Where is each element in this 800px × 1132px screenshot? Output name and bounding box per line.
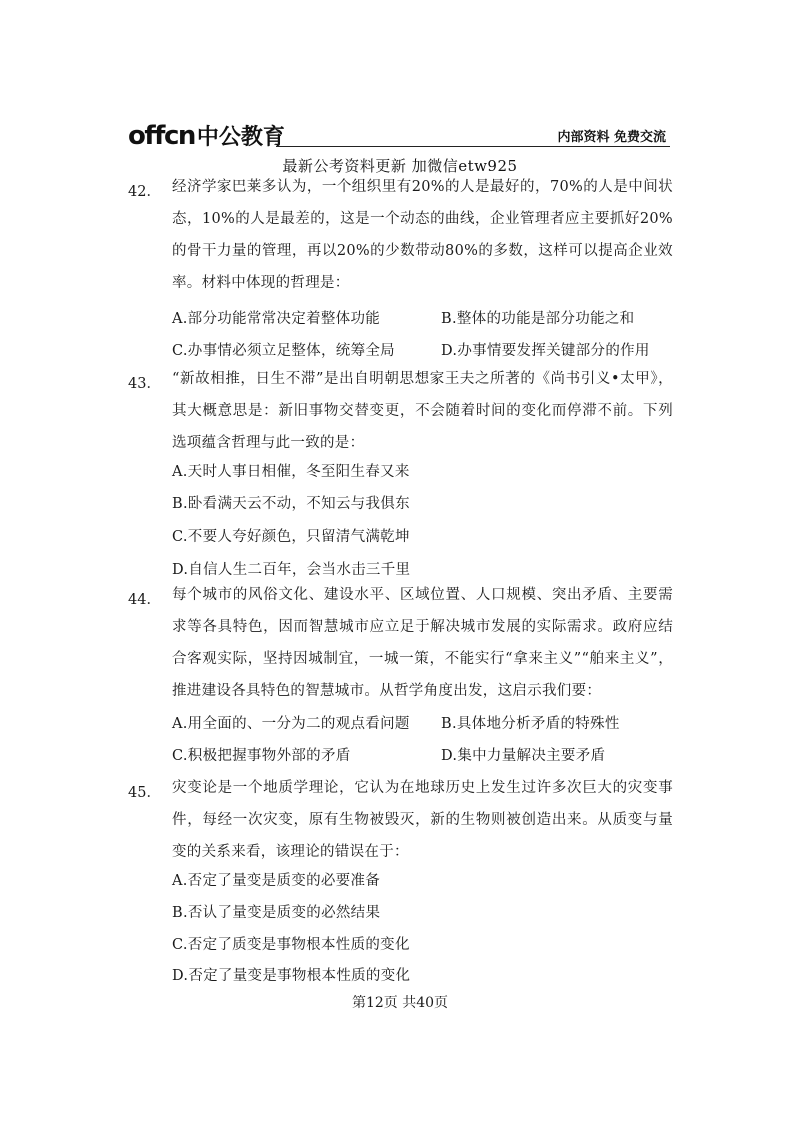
question-text: 经济学家巴莱多认为，一个组织里有20%的人是最好的，70%的人是中间状态，10%的人是最差的，这是一个动态的曲线，企业管理者应主要抓好20%的骨干力量的管理，再以20%的少数带动80%的多数，这样可以提高企业效率。材料中体现的哲理是： bbox=[172, 179, 673, 291]
question-44 bbox=[128, 588, 673, 768]
option-c: C.不要人夸好颜色，只留清气满乾坤 bbox=[172, 529, 410, 545]
question-number: 42． bbox=[128, 184, 161, 200]
option-b: B.卧看满天云不动，不知云与我俱东 bbox=[172, 496, 410, 512]
question-43 bbox=[128, 372, 673, 582]
question-42 bbox=[128, 180, 673, 360]
question-45 bbox=[128, 780, 673, 984]
question-text: “新故相推，日生不滞”是出自明朝思想家王夫之所著的《尚书引义•太甲》，其大概意思是：新旧事物交替变更，不会随着时间的变化而停滞不前。下列选项蕴含哲理与此一致的是： bbox=[172, 371, 673, 451]
option-a: A.用全面的、一分为二的观点看问题 bbox=[172, 716, 410, 732]
question-text: 灾变论是一个地质学理论，它认为在地球历史上发生过许多次巨大的灾变事件，每经一次灾变，原有生物被毁灭，新的生物则被创造出来。从质变与量变的关系来看，该理论的错误在于： bbox=[172, 780, 673, 860]
option-c: C.积极把握事物外部的矛盾 bbox=[172, 748, 351, 764]
promo-line: 最新公考资料更新 加微信etw925 bbox=[282, 157, 518, 175]
question-number: 44． bbox=[128, 592, 161, 608]
question-number: 43． bbox=[128, 376, 161, 392]
option-d: D.办事情要发挥关键部分的作用 bbox=[441, 343, 650, 359]
question-text: 每个城市的风俗文化、建设水平、区域位置、人口规模、突出矛盾、主要需求等各具特色，因而智慧城市应立足于解决城市发展的实际需求。政府应结合客观实际，坚持因城制宜，一城一策，不能实行“拿来主义”“舶来主义”，推进建设各具特色的智慧城市。从哲学角度出发，这启示我们要： bbox=[172, 587, 673, 699]
option-b: B.具体地分析矛盾的特殊性 bbox=[441, 716, 620, 732]
page-header bbox=[128, 120, 670, 154]
option-c: C.办事情必须立足整体，统筹全局 bbox=[172, 343, 395, 359]
page-number: 第12页 共40页 bbox=[351, 995, 449, 1011]
option-d: D.集中力量解决主要矛盾 bbox=[441, 748, 606, 764]
header-right-text: 内部资料 免费交流 bbox=[557, 130, 666, 145]
option-d: D.否定了量变是事物根本性质的变化 bbox=[172, 968, 411, 984]
option-a: A.否定了量变是质变的必要准备 bbox=[172, 873, 381, 889]
logo-latin-text: offcn bbox=[128, 121, 195, 151]
option-c: C.否定了质变是事物根本性质的变化 bbox=[172, 937, 410, 953]
offcn-logo bbox=[128, 120, 285, 150]
option-a: A.部分功能常常决定着整体功能 bbox=[172, 311, 381, 327]
option-b: B.否认了量变是质变的必然结果 bbox=[172, 905, 381, 921]
header-rule bbox=[276, 146, 670, 147]
option-b: B.整体的功能是部分功能之和 bbox=[441, 311, 635, 327]
question-number: 45． bbox=[128, 785, 161, 801]
option-d: D.自信人生二百年，会当水击三千里 bbox=[172, 562, 411, 578]
option-a: A.天时人事日相催，冬至阳生春又来 bbox=[172, 464, 410, 480]
logo-chinese-text: 中公教育 bbox=[196, 125, 285, 150]
